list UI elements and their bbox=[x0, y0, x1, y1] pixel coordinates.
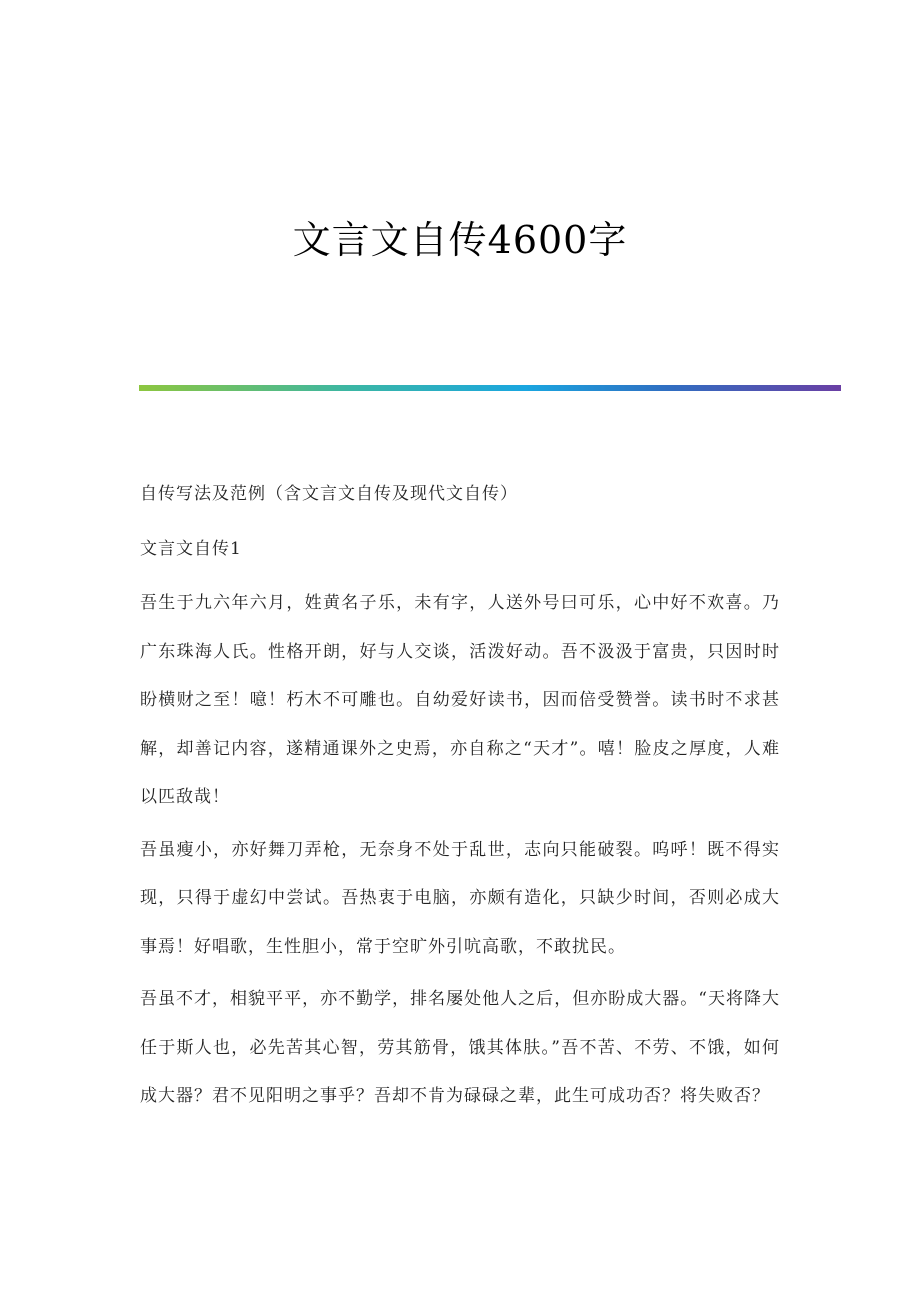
paragraph: 吾生于九六年六月，姓黄名子乐，未有字，人送外号曰可乐，心中好不欢喜。乃广东珠海人氏。性格开朗，好与人交谈，活泼好动。吾不汲汲于富贵，只因时时盼横财之至！噫！朽木不可雕也。自幼爱好读书，因而倍受赞誉。读书时不求甚解，却善记内容，遂精通课外之史焉，亦自称之“天才”。嘻！脸皮之厚度，人难以匹敌哉！ bbox=[140, 593, 780, 807]
paragraph: 吾虽瘦小，亦好舞刀弄枪，无奈身不处于乱世，志向只能破裂。呜呼！既不得实现，只得于虚幻中尝试。吾热衷于电脑，亦颇有造化，只缺少时间，否则必成大事焉！好唱歌，生性胆小，常于空旷外引吭高歌，不敢扰民。 bbox=[140, 839, 780, 957]
paragraph: 吾虽不才，相貌平平，亦不勤学，排名屡处他人之后，但亦盼成大器。“天将降大任于斯人也，必先苦其心智，劳其筋骨，饿其体肤。”吾不苦、不劳、不饿，如何成大器？君不见阳明之事乎？吾却不肯为碌碌之辈，此生可成功否？将失败否？ bbox=[140, 989, 780, 1106]
document-title: 文言文自传4600字 bbox=[292, 218, 628, 262]
document-subtitle: 自传写法及范例（含文言文自传及现代文自传） bbox=[140, 484, 518, 504]
document-body bbox=[140, 470, 780, 1125]
section-heading: 文言文自传1 bbox=[140, 538, 242, 559]
gradient-divider bbox=[139, 385, 841, 391]
